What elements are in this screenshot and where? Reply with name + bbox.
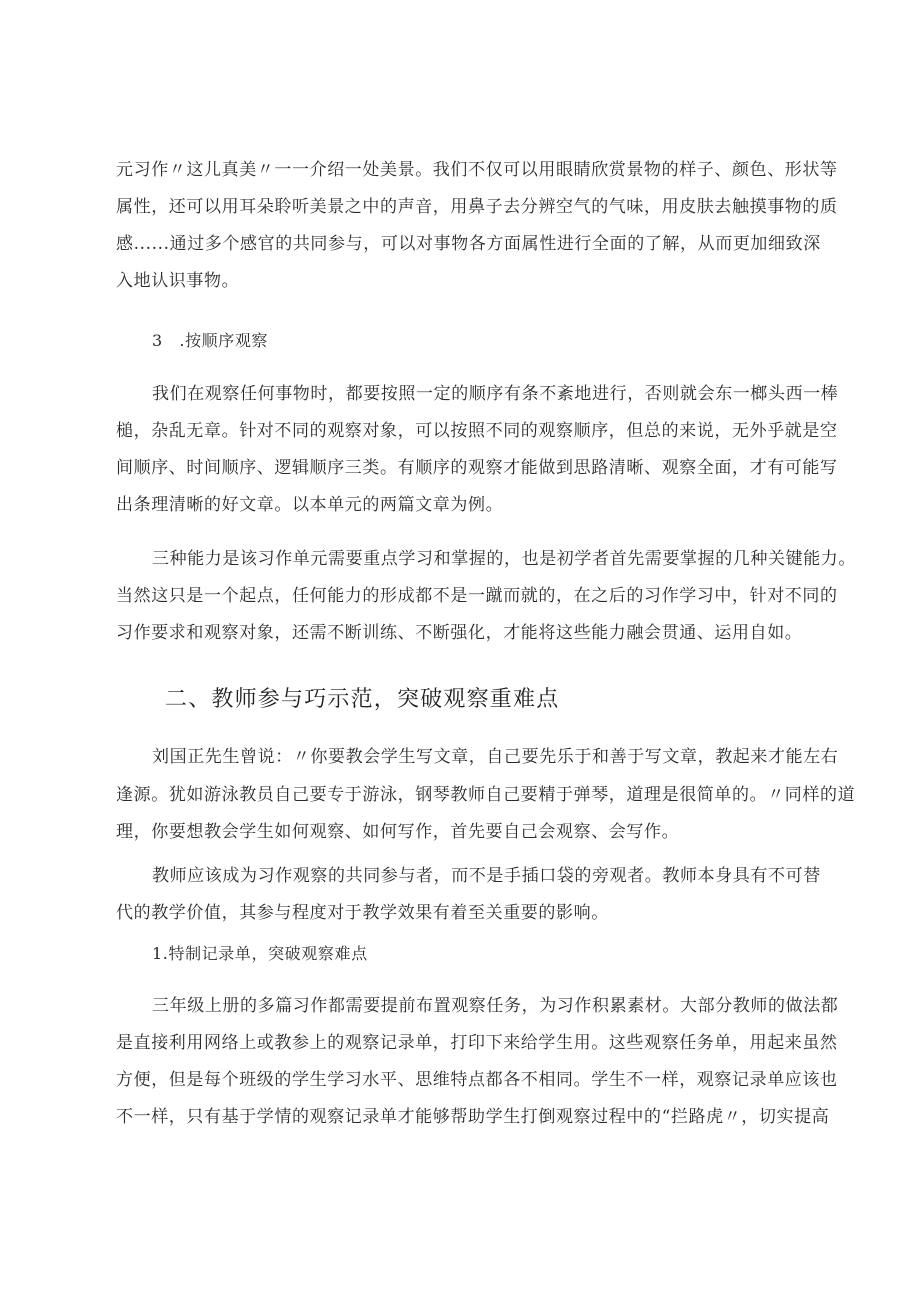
subheading-record-sheet: 1.特制记录单，突破观察难点 xyxy=(152,944,368,963)
text-line: 三年级上册的多篇习作都需要提前布置观察任务，为习作积累素材。大部分教师的做法都 xyxy=(152,996,839,1016)
text-line: 槌，杂乱无章。针对不同的观察对象，可以按照不同的观察顺序，但总的来说，无外乎就是空 xyxy=(116,421,838,441)
subheading-observe-in-order: 3 .按顺序观察 xyxy=(152,331,269,350)
text-line: 理，你要想教会学生如何观察、如何写作，首先要自己会观察、会写作。 xyxy=(116,822,680,842)
text-line: 属性，还可以用耳朵聆听美景之中的声音，用鼻子去分辨空气的气味，用皮肤去触摸事物的质 xyxy=(116,197,838,217)
text-line: 教师应该成为习作观察的共同参与者，而不是手插口袋的旁观者。教师本身具有不可替 xyxy=(152,866,821,886)
text-line: 刘国正先生曾说：〃你要教会学生写文章，自己要先乐于和善于写文章，教起来才能左右 xyxy=(152,747,839,767)
text-line: 三种能力是该习作单元需要重点学习和掌握的，也是初学者首先需要掌握的几种关键能力。 xyxy=(152,549,856,569)
text-line: 习作要求和观察对象，还需不断训练、不断强化，才能将这些能力融会贯通、运用自如。 xyxy=(116,623,803,643)
text-line: 入地认识事物。 xyxy=(116,271,240,291)
text-line: 当然这只是一个起点，任何能力的形成都不是一蹴而就的，在之后的习作学习中，针对不同的 xyxy=(116,586,838,606)
text-line: 间顺序、时间顺序、逻辑顺序三类。有顺序的观察才能做到思路清晰、观察全面，才有可能写 xyxy=(116,458,838,478)
text-line: 我们在观察任何事物时，都要按照一定的顺序有条不紊地进行，否则就会东一榔头西一棒 xyxy=(152,384,839,404)
text-line: 是直接利用网络上或教参上的观察记录单，打印下来给学生用。这些观察任务单，用起来虽然 xyxy=(116,1033,838,1053)
section-heading-teacher-participation: 二、教师参与巧示范，突破观察重难点 xyxy=(165,687,560,712)
text-line: 代的教学价值，其参与程度对于教学效果有着至关重要的影响。 xyxy=(116,903,609,923)
text-line: 感......通过多个感官的共同参与，可以对事物各方面属性进行全面的了解，从而更加细致深 xyxy=(116,234,821,254)
text-line: 逢源。犹如游泳教员自己要专于游泳，钢琴教师自己要精于弹琴，道理是很简单的。〃同样的道 xyxy=(116,785,856,805)
text-line: 不一样，只有基于学情的观察记录单才能够帮助学生打倒观察过程中的“拦路虎〃，切实提高 xyxy=(116,1107,830,1127)
text-line: 出条理清晰的好文章。以本单元的两篇文章为例。 xyxy=(116,495,504,515)
text-line: 方便，但是每个班级的学生学习水平、思维特点都各不相同。学生不一样，观察记录单应该也 xyxy=(116,1070,838,1090)
text-line: 元习作〃这儿真美〃一一介绍一处美景。我们不仅可以用眼睛欣赏景物的样子、颜色、形状等 xyxy=(116,160,838,180)
